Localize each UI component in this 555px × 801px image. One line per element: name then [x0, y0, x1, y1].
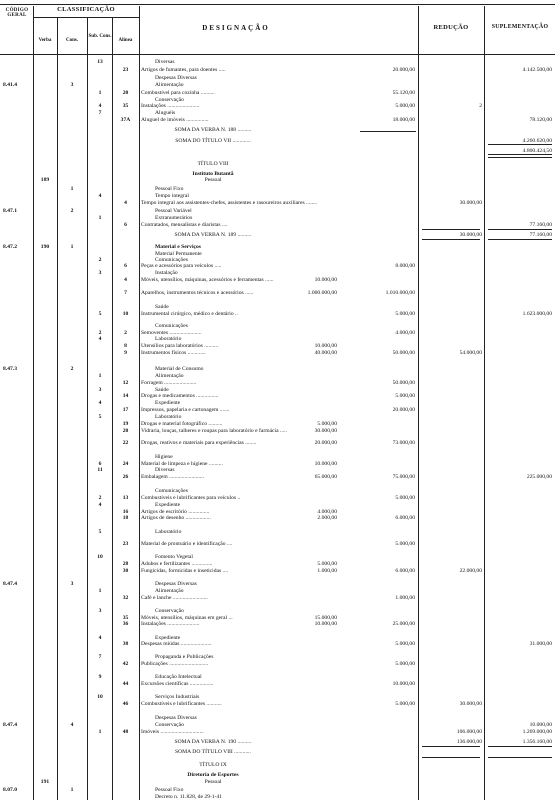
row-designacao: Drogas, reativos e materiais para experiências ........: [141, 440, 257, 446]
row-designacao: TÍTULO VIII: [197, 161, 229, 167]
sum-rule: [488, 757, 552, 758]
row-subcons: 1: [98, 729, 102, 735]
row-alinea: 35: [122, 615, 129, 621]
row-designacao: Saúde: [155, 304, 169, 310]
row-value-suplementacao: 4.800.424,50: [522, 148, 552, 154]
row-value-total: 1.010.000,00: [385, 290, 415, 296]
row-alinea: 13: [122, 495, 129, 501]
table-row: [0, 620, 555, 628]
row-designacao: Educação Intelectual: [155, 674, 202, 680]
row-subcons: 4: [98, 400, 102, 406]
row-designacao: Pessoal Fixo: [155, 186, 184, 192]
row-designacao: Alimentação: [155, 82, 184, 88]
row-subcons: 4: [98, 635, 102, 641]
row-designacao: Tempo integral: [155, 193, 189, 199]
row-designacao: Laboratório: [155, 529, 182, 535]
row-subcons: 3: [98, 608, 102, 614]
table-row: [0, 289, 555, 297]
header-cons: Cons.: [65, 38, 79, 43]
row-designacao: Café e lanche .........................: [141, 595, 208, 601]
row-subcons: 1: [98, 215, 102, 221]
row-designacao: Combustíveis e lubrificantes para veículos ..: [141, 495, 241, 501]
row-subcons: 7: [98, 654, 102, 660]
row-subcons: 2: [98, 330, 102, 336]
row-designacao: Serviços Industriais: [155, 694, 200, 700]
row-subcons: 3: [98, 387, 102, 393]
row-alinea: 16: [122, 509, 129, 515]
row-designacao: Pessoal: [204, 177, 222, 183]
row-subcons: 10: [97, 554, 103, 560]
table-row: [0, 137, 555, 145]
row-code: 8.47.2: [3, 244, 17, 250]
row-value-total: 20.000,00: [392, 407, 415, 413]
row-designacao: Móveis, utensílios, máquinas, acessórios e ferramentas ......: [141, 277, 274, 283]
row-value-partial: 30.000,00: [314, 428, 337, 434]
row-designacao: Forragem .......................: [141, 380, 197, 386]
row-designacao: Propaganda e Publicações: [155, 654, 214, 660]
row-designacao: Diversas: [155, 59, 175, 65]
table-row: [0, 147, 555, 155]
row-designacao: Aluguel de imóveis ................: [141, 117, 209, 123]
row-alinea: 30: [122, 568, 129, 574]
row-designacao: Decreto n. 11.828, de 29-1-41: [155, 794, 223, 800]
row-alinea: 2: [124, 330, 127, 336]
classificacao-rule: [33, 17, 139, 18]
row-value-total: 50.000,00: [392, 380, 415, 386]
row-code: 8.47.3: [3, 366, 17, 372]
table-row: [0, 680, 555, 688]
row-designacao: Aluguéis: [155, 110, 176, 116]
row-cons: 1: [70, 244, 74, 250]
row-value-partial: 10.000,00: [314, 621, 337, 627]
header-subcons: Sub. Cons.: [88, 34, 112, 39]
row-alinea: 9: [124, 350, 127, 356]
row-cons: 3: [70, 581, 74, 587]
row-designacao: Comunicações: [155, 257, 188, 263]
row-value-suplementacao: 1.356.160,00: [522, 739, 552, 745]
row-designacao: Conservação: [155, 97, 184, 103]
row-verba: 190: [40, 244, 50, 250]
row-designacao: Adubos e fertilizantes ...............: [141, 561, 213, 567]
row-designacao: Artigos de fumantes, para doentes .....: [141, 67, 226, 73]
row-cons: 1: [70, 787, 74, 793]
row-alinea: 17: [122, 407, 129, 413]
table-row: [0, 116, 555, 124]
row-subcons: 4: [98, 193, 102, 199]
row-subcons: 4: [98, 103, 102, 109]
row-designacao: Material e Serviços: [155, 244, 201, 250]
row-designacao: Pessoal Fixo: [155, 787, 184, 793]
row-designacao: SOMA DO TÍTULO VII .............: [175, 138, 251, 144]
row-designacao: Utensílios para laboratórios ..........: [141, 343, 219, 349]
row-subcons: 4: [98, 502, 102, 508]
sum-rule: [422, 239, 480, 240]
table-row: [0, 58, 555, 66]
row-designacao: Peças e acessórios para veículos .....: [141, 263, 222, 269]
row-value-suplementacao: 225.000,00: [526, 474, 552, 480]
row-designacao: SOMA DA VERBA N. 188 ..........: [174, 127, 252, 133]
row-alinea: 10: [122, 311, 129, 317]
row-designacao: Expediente: [155, 635, 181, 641]
row-value-reducao: 2: [479, 103, 482, 109]
row-value-total: 5.000,00: [395, 541, 415, 547]
row-value-reducao: 106.000,00: [456, 729, 482, 735]
row-designacao: Diretoria de Esportes: [187, 772, 239, 778]
row-value-suplementacao: 10.000,00: [529, 722, 552, 728]
row-designacao: Laboratório: [155, 414, 182, 420]
header-suplementacao: SUPLEMENTAÇÃO: [491, 24, 549, 30]
table-row: [0, 761, 555, 769]
row-designacao: Combustível para cozinha ..........: [141, 90, 215, 96]
table-row: [0, 276, 555, 284]
header-bottom-rule: [0, 54, 555, 55]
sum-rule: [422, 229, 480, 230]
row-designacao: SOMA DA VERBA N. 190 ..........: [174, 739, 252, 745]
table-row: [0, 231, 555, 239]
row-subcons: 2: [98, 495, 102, 501]
row-alinea: 32: [122, 595, 129, 601]
row-designacao: Comunicações: [155, 323, 188, 329]
row-alinea: 28: [122, 561, 129, 567]
row-designacao: Laboratório: [155, 336, 182, 342]
row-designacao: Instituto Butantã: [192, 171, 234, 177]
row-value-suplementacao: 31.000,00: [529, 641, 552, 647]
row-designacao: Drogas e material fotográfico ..........: [141, 421, 223, 427]
row-value-total: 5.000,00: [395, 393, 415, 399]
row-value-total: 10.000,00: [392, 681, 415, 687]
row-value-partial: 20.000,00: [314, 440, 337, 446]
row-cons: 2: [70, 208, 74, 214]
row-value-total: 8.000,00: [395, 263, 415, 269]
row-designacao: SOMA DA VERBA N. 189 ..........: [174, 232, 252, 238]
row-verba: 191: [40, 779, 50, 785]
header-top-rule: [0, 4, 555, 5]
row-value-reducao: 22.000,00: [459, 568, 482, 574]
row-alinea: 35: [122, 103, 129, 109]
table-row: [0, 473, 555, 481]
table-row: [0, 728, 555, 736]
row-value-partial: 5.000,00: [317, 561, 337, 567]
row-subcons: 5: [98, 414, 102, 420]
row-designacao: TÍTULO IX: [199, 762, 227, 768]
row-alinea: 4: [124, 277, 127, 283]
sum-rule: [488, 746, 552, 747]
row-designacao: Vidraria, louças, talheres e roupas para laboratório e farmácia .....: [141, 428, 287, 434]
row-designacao: Instrumental cirúrgico, médico e dentário ..: [141, 311, 238, 317]
row-value-total: 5.000,00: [395, 495, 415, 501]
row-value-suplementacao: 4.260.620,00: [522, 138, 552, 144]
row-value-partial: 40.000,00: [314, 350, 337, 356]
row-designacao: Instalações .......................: [141, 621, 200, 627]
row-designacao: Instrumentos físicos .............: [141, 350, 206, 356]
table-row: [0, 427, 555, 435]
row-alinea: 6: [124, 222, 127, 228]
row-designacao: Conservação: [155, 722, 184, 728]
row-value-suplementacao: 1.623.000,00: [522, 311, 552, 317]
row-value-partial: 2.000,00: [317, 515, 337, 521]
row-subcons: 3: [98, 270, 102, 276]
row-designacao: Despesas Diversas: [155, 75, 197, 81]
row-designacao: Alimentação: [155, 588, 184, 594]
row-designacao: Artigos de escritório ...............: [141, 509, 210, 515]
row-value-partial: 10.000,00: [314, 461, 337, 467]
row-value-partial: 4.000,00: [317, 509, 337, 515]
row-code: 8.47.4: [3, 581, 17, 587]
row-subcons: 5: [98, 311, 102, 317]
row-designacao: Tempo integral aos assistentes-chefes, assistentes e rasoureiros auxiliares ........: [141, 200, 318, 206]
table-row: [0, 700, 555, 708]
row-alinea: 20: [122, 428, 129, 434]
table-row: [0, 778, 555, 786]
row-subcons: 5: [98, 529, 102, 535]
table-row: [0, 660, 555, 668]
row-designacao: Aparelhos, instrumentos técnicos e acessórios ......: [141, 290, 254, 296]
table-row: [0, 514, 555, 522]
row-alinea: 6: [124, 263, 127, 269]
row-value-total: 6.000,00: [395, 515, 415, 521]
row-subcons: 10: [97, 694, 103, 700]
row-designacao: Fomento Vegetal: [155, 554, 193, 560]
row-value-total: 5.000,00: [395, 701, 415, 707]
row-designacao: Material de limpeza e higiene ..........: [141, 461, 223, 467]
table-row: [0, 176, 555, 184]
row-value-partial: 10.000,00: [314, 277, 337, 283]
row-cons: 3: [70, 82, 74, 88]
row-value-partial: 65.000,00: [314, 474, 337, 480]
row-subcons: 6: [98, 461, 102, 467]
row-alinea: 23: [122, 67, 129, 73]
row-designacao: Publicações ............................: [141, 661, 209, 667]
header-classificacao: CLASSIFICAÇÃO: [57, 6, 115, 13]
row-subcons: 13: [97, 59, 103, 65]
row-subcons: 11: [97, 467, 103, 473]
row-value-suplementacao: 77.160,00: [529, 222, 552, 228]
row-designacao: Pessoal: [204, 779, 222, 785]
row-designacao: Excursões científicas .................: [141, 681, 214, 687]
row-value-total: 1.000,00: [395, 595, 415, 601]
row-designacao: Expediente: [155, 502, 181, 508]
sum-rule: [422, 746, 480, 747]
table-row: [0, 221, 555, 229]
row-alinea: 12: [122, 380, 129, 386]
table-row: [0, 126, 555, 134]
row-subcons: 4: [98, 336, 102, 342]
table-row: [0, 439, 555, 447]
row-code: 8.07.0: [3, 787, 17, 793]
table-row: [0, 540, 555, 548]
row-value-total: 20.000,00: [392, 67, 415, 73]
row-value-total: 73.000,00: [392, 440, 415, 446]
row-alinea: 26: [122, 474, 129, 480]
row-value-reducao: 54.000,00: [459, 350, 482, 356]
row-designacao: Despesas miúdas ......................: [141, 641, 212, 647]
row-designacao: Embalagem .........................: [141, 474, 205, 480]
row-designacao: Diversas: [155, 467, 175, 473]
row-alinea: 42: [122, 661, 129, 667]
row-alinea: 23: [122, 541, 129, 547]
table-row: [0, 160, 555, 168]
row-designacao: Material de prontuário e identificação ....: [141, 541, 233, 547]
row-alinea: 46: [122, 701, 129, 707]
row-value-total: 55.120,00: [392, 90, 415, 96]
table-row: [0, 594, 555, 602]
row-value-reducao: 30.000,00: [459, 232, 482, 238]
row-value-partial: 1.000,00: [317, 568, 337, 574]
header-codigo: CÓDIGO GERAL: [5, 8, 29, 18]
row-designacao: Material de Consumo: [155, 366, 204, 372]
row-cons: 2: [70, 366, 74, 372]
row-subcons: 7: [98, 110, 102, 116]
row-alinea: 44: [122, 681, 129, 687]
row-designacao: Despesas Diversas: [155, 715, 197, 721]
row-designacao: Alimentação: [155, 373, 184, 379]
row-designacao: Material Permanente: [155, 251, 202, 257]
table-row: [0, 81, 555, 89]
row-value-total: 25.000,00: [392, 621, 415, 627]
row-designacao: Fungicidas, formicidas e inseticidas ....: [141, 568, 229, 574]
row-value-partial: 1.000.000,00: [307, 290, 337, 296]
header-reducao: REDUÇÃO: [433, 24, 469, 31]
row-designacao: Semoventes .......................: [141, 330, 202, 336]
row-cons: 4: [70, 722, 74, 728]
row-subcons: 1: [98, 90, 102, 96]
row-alinea: 48: [122, 729, 129, 735]
row-alinea: 36: [122, 621, 129, 627]
row-subcons: 1: [98, 373, 102, 379]
row-value-suplementacao: 77.160,00: [529, 232, 552, 238]
row-designacao: Comunicações: [155, 488, 188, 494]
table-row: [0, 567, 555, 575]
row-alinea: 37A: [120, 117, 131, 123]
row-value-suplementacao: 78.120,00: [529, 117, 552, 123]
row-value-total: 50.000,00: [392, 350, 415, 356]
row-value-total: 4.000,00: [395, 330, 415, 336]
row-designacao: Saúde: [155, 387, 169, 393]
row-alinea: 24: [122, 461, 129, 467]
table-row: [0, 66, 555, 74]
sum-rule: [488, 157, 552, 158]
row-value-partial: 5.000,00: [317, 421, 337, 427]
header-alinea: Alínea: [118, 38, 133, 43]
row-designacao: Instalações .......................: [141, 103, 200, 109]
row-designacao: Drogas e medicamentos ................: [141, 393, 219, 399]
row-value-reducao: 136.000,00: [456, 739, 482, 745]
row-designacao: Extranumerários: [155, 215, 193, 221]
table-row: [0, 748, 555, 756]
row-alinea: 14: [122, 393, 129, 399]
row-alinea: 7: [124, 290, 127, 296]
row-designacao: Instalação: [155, 270, 178, 276]
row-designacao: Higiene: [155, 454, 173, 460]
row-designacao: Conservação: [155, 608, 184, 614]
row-subcons: 9: [98, 674, 102, 680]
table-row: [0, 640, 555, 648]
row-designacao: Combustíveis e lubrificantes ...........: [141, 701, 222, 707]
row-value-suplementacao: 4.142.500,00: [522, 67, 552, 73]
row-code: 8.47.4: [3, 722, 17, 728]
row-subcons: 2: [98, 257, 102, 263]
row-designacao: Despesas Diversas: [155, 581, 197, 587]
row-cons: 1: [70, 186, 74, 192]
row-designacao: Imóveis ...............................: [141, 729, 204, 735]
row-value-reducao: 30.000,00: [459, 701, 482, 707]
table-row: [0, 528, 555, 536]
row-designacao: Artigos de desenho ..................: [141, 515, 211, 521]
table-row: [0, 349, 555, 357]
sum-rule: [488, 229, 552, 230]
row-value-total: 75.000,00: [392, 474, 415, 480]
row-code: 8.41.4: [3, 82, 17, 88]
row-value-suplementacao: 1.269.000,00: [522, 729, 552, 735]
row-value-reducao: 30.000,00: [459, 200, 482, 206]
table-row: [0, 310, 555, 318]
sum-rule: [488, 239, 552, 240]
row-value-total: 18.000,00: [392, 117, 415, 123]
header-verba: Verba: [38, 38, 52, 43]
row-value-total: 5.000,00: [395, 661, 415, 667]
row-designacao: Contratados, mensalistas e diaristas ....: [141, 222, 228, 228]
row-designacao: Pessoal Variável: [155, 208, 192, 214]
row-value-total: 5.000,00: [395, 103, 415, 109]
sum-rule: [422, 757, 480, 758]
row-alinea: 19: [122, 421, 129, 427]
row-value-partial: 10.000,00: [314, 343, 337, 349]
row-subcons: 1: [98, 588, 102, 594]
row-designacao: Impressos, papelaria e cartonagem .......: [141, 407, 230, 413]
table-row: [0, 738, 555, 746]
row-verba: 189: [40, 177, 50, 183]
row-alinea: 8: [124, 343, 127, 349]
row-value-partial: 15.000,00: [314, 615, 337, 621]
row-value-total: 5.000,00: [395, 311, 415, 317]
row-designacao: Móveis, utensílios, máquinas em geral ...: [141, 615, 233, 621]
row-value-total: 5.000,00: [395, 641, 415, 647]
table-row: [0, 199, 555, 207]
row-designacao: SOMA DO TÍTULO VIII ............: [175, 749, 251, 755]
header-designacao: DESIGNAÇÃO: [202, 24, 270, 32]
row-code: 8.47.1: [3, 208, 17, 214]
table-row: [0, 793, 555, 801]
row-alinea: 38: [122, 641, 129, 647]
row-designacao: Expediente: [155, 400, 181, 406]
row-value-total: 6.000,00: [395, 568, 415, 574]
row-alinea: 18: [122, 515, 129, 521]
row-alinea: 4: [124, 200, 127, 206]
row-alinea: 20: [122, 90, 129, 96]
row-alinea: 22: [122, 440, 129, 446]
